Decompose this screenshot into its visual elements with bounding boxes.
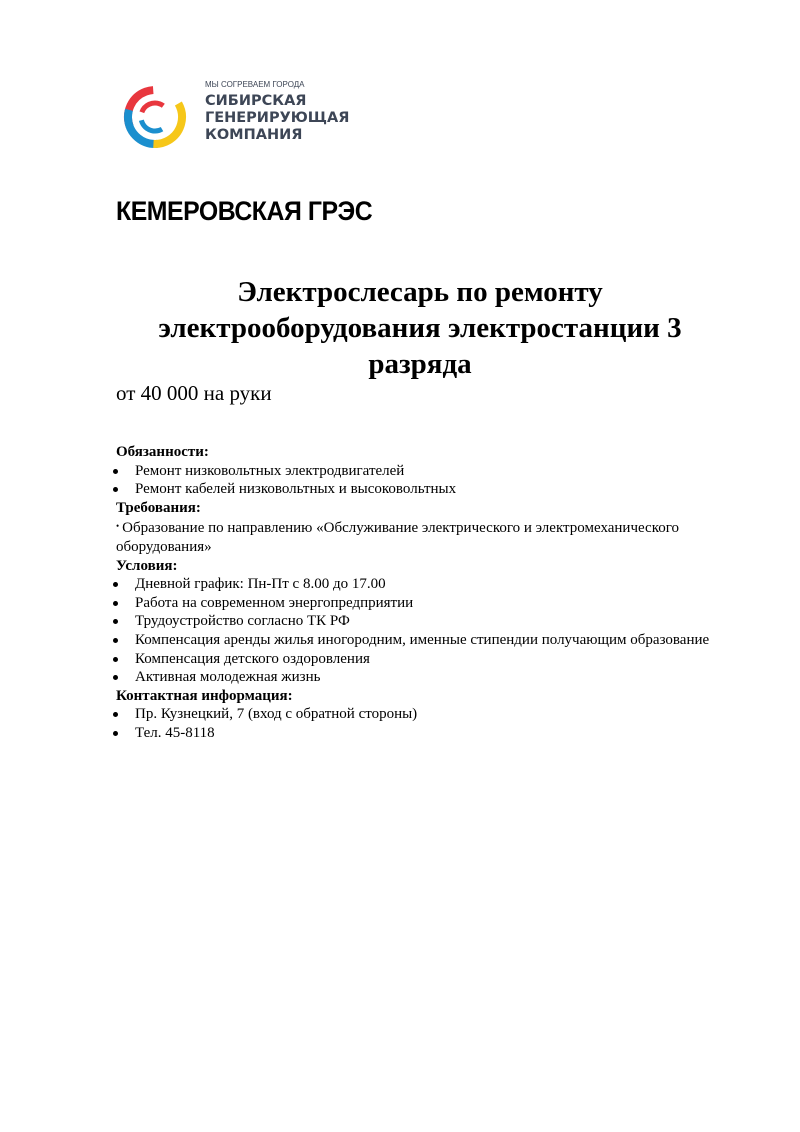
list-item: Ремонт кабелей низковольтных и высоковольтных xyxy=(116,480,736,499)
logo-name-line: СИБИРСКАЯ xyxy=(205,93,307,109)
contacts-heading: Контактная информация: xyxy=(116,687,293,704)
logo-name-line: КОМПАНИЯ xyxy=(205,127,303,143)
logo-company-name xyxy=(205,93,349,144)
job-title-line: разряда xyxy=(368,348,472,380)
job-title-line: электрооборудования электростанции 3 xyxy=(158,312,682,344)
list-item: Ремонт низковольтных электродвигателей xyxy=(116,462,736,481)
list-item: Трудоустройство согласно ТК РФ xyxy=(116,612,736,631)
requirements-item xyxy=(116,517,736,556)
list-item: Дневной график: Пн-Пт с 8.00 до 17.00 xyxy=(116,575,736,594)
requirements-text: Образование по направлению «Обслуживание электрического и электромеханического оборудования» xyxy=(116,520,680,555)
conditions-heading: Условия: xyxy=(116,557,178,574)
list-item: Активная молодежная жизнь xyxy=(116,668,736,687)
logo-name-line: ГЕНЕРИРУЮЩАЯ xyxy=(205,110,350,126)
list-item: Пр. Кузнецкий, 7 (вход с обратной стороны) xyxy=(116,705,736,724)
job-title xyxy=(100,274,740,382)
list-item: Работа на современном энергопредприятии xyxy=(116,594,736,613)
job-title-line: Электрослесарь по ремонту xyxy=(237,276,603,308)
vacancy-details xyxy=(116,443,736,743)
list-item: Компенсация детского оздоровления xyxy=(116,650,736,669)
requirements-heading: Требования: xyxy=(116,499,201,516)
list-item: Тел. 45-8118 xyxy=(116,724,736,743)
company-logo-mark-icon xyxy=(118,80,192,154)
conditions-list xyxy=(116,575,736,687)
contacts-list xyxy=(116,705,736,742)
plant-title: КЕМЕРОВСКАЯ ГРЭС xyxy=(116,196,373,226)
duties-heading: Обязанности: xyxy=(116,444,209,460)
list-item: Компенсация аренды жилья иногородним, именные стипендии получающим образование xyxy=(116,631,736,650)
salary: от 40 000 на руки xyxy=(116,381,272,405)
bullet-icon: • xyxy=(116,521,120,532)
company-logo xyxy=(118,80,358,160)
duties-list xyxy=(116,462,736,499)
logo-tagline: МЫ СОГРЕВАЕМ ГОРОДА xyxy=(205,80,305,89)
